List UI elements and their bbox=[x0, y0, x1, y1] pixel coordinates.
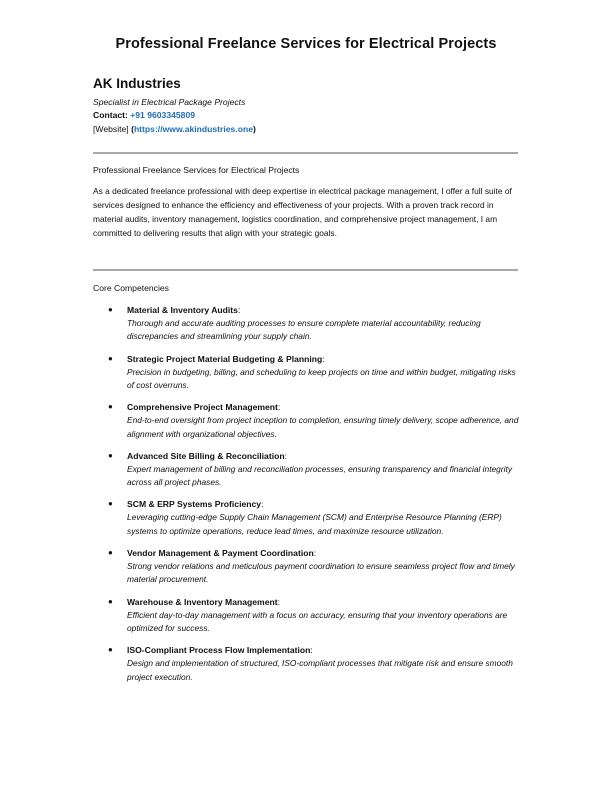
contact-line bbox=[93, 109, 195, 121]
bullet-icon: ● bbox=[108, 499, 113, 509]
competencies-list bbox=[108, 304, 518, 693]
competency-description: End-to-end oversight from project inception to completion, ensuring timely delivery, scope adherence, and alignment with organizational objectives. bbox=[127, 415, 519, 439]
competency-title: Material & Inventory Audits bbox=[127, 305, 238, 315]
competencies-heading: Core Competencies bbox=[93, 283, 169, 293]
list-item bbox=[108, 644, 518, 693]
website-link[interactable]: https://www.akindustries.one bbox=[133, 124, 253, 134]
competency-title: Advanced Site Billing & Reconciliation bbox=[127, 450, 285, 461]
competency-label: Comprehensive Project Management: bbox=[127, 402, 281, 413]
document-title: Professional Freelance Services for Electrical Projects bbox=[115, 36, 497, 52]
website-close-paren: ) bbox=[253, 124, 256, 134]
competency-title: Comprehensive Project Management bbox=[127, 402, 278, 413]
bullet-icon: ● bbox=[108, 596, 113, 606]
website-open-paren: ( bbox=[131, 124, 134, 134]
list-item bbox=[108, 450, 518, 499]
bullet-icon: ● bbox=[108, 645, 113, 655]
competency-label: Advanced Site Billing & Reconciliation: bbox=[127, 450, 287, 461]
website-line bbox=[93, 123, 256, 135]
competency-label: ISO-Compliant Process Flow Implementation: bbox=[127, 645, 313, 656]
competency-description: Expert management of billing and reconciliation processes, ensuring transparency and financial integrity across all project phases. bbox=[127, 463, 513, 488]
competency-label: Warehouse & Inventory Management: bbox=[127, 596, 280, 607]
bullet-icon: ● bbox=[108, 402, 113, 412]
competency-title: ISO-Compliant Process Flow Implementation bbox=[127, 645, 311, 656]
website-label: [Website] bbox=[93, 124, 129, 134]
bullet-icon: ● bbox=[108, 450, 113, 460]
competency-title: Strategic Project Material Budgeting & Planning bbox=[127, 353, 323, 364]
competency-description: Leveraging cutting-edge Supply Chain Management (SCM) and Enterprise Resource Planning (ERP) systems to optimize operations, reduce lead times, and maximize resource utilization. bbox=[127, 512, 502, 536]
phone-link[interactable]: +91 9603345809 bbox=[130, 110, 196, 120]
competency-label: Vendor Management & Payment Coordination: bbox=[127, 547, 317, 558]
competency-title: Warehouse & Inventory Management bbox=[127, 596, 278, 607]
intro-heading: Professional Freelance Services for Electrical Projects bbox=[93, 165, 300, 175]
competency-description: Precision in budgeting, billing, and scheduling to keep projects on time and within budget, mitigating risks of cost overruns. bbox=[127, 366, 516, 390]
competency-label: SCM & ERP Systems Proficiency: bbox=[127, 499, 264, 510]
list-item bbox=[108, 304, 518, 353]
competency-label: Strategic Project Material Budgeting & Planning: bbox=[127, 353, 325, 364]
intro-paragraph: As a dedicated freelance professional with deep expertise in electrical package management, I offer a full suite of services designed to enhance the efficiency and effectiveness of your projects. With a proven track record in material audits, inventory management, logistics coordination, and comprehensive project management, I am committed to delivering results that align with your strategic goals. bbox=[93, 186, 512, 239]
company-tagline: Specialist in Electrical Package Projects bbox=[93, 97, 246, 107]
competency-title: SCM & ERP Systems Proficiency bbox=[127, 499, 262, 510]
list-item bbox=[108, 547, 518, 596]
contact-label: Contact: bbox=[93, 110, 128, 120]
bullet-icon: ● bbox=[108, 353, 113, 363]
divider-middle bbox=[93, 269, 518, 271]
company-name: AK Industries bbox=[93, 76, 181, 91]
bullet-icon: ● bbox=[108, 547, 113, 557]
competency-description: Efficient day-to-day management with a focus on accuracy, ensuring that your inventory operations are optimized for success. bbox=[127, 609, 508, 633]
competency-label: Material & Inventory Audits: bbox=[127, 305, 241, 315]
list-item bbox=[108, 401, 518, 450]
competency-title: Vendor Management & Payment Coordination bbox=[127, 547, 314, 558]
list-item bbox=[108, 596, 518, 645]
competency-description: Strong vendor relations and meticulous payment coordination to ensure seamless project flow and timely material procurement. bbox=[127, 560, 515, 585]
competency-description: Design and implementation of structured, ISO-compliant processes that mitigate risk and ensure smooth project execution. bbox=[127, 658, 513, 682]
list-item bbox=[108, 498, 518, 547]
competency-description: Thorough and accurate auditing processes to ensure complete material accountability, reducing discrepancies and streamlining your supply chain. bbox=[127, 318, 481, 342]
bullet-icon: ● bbox=[108, 305, 113, 314]
divider-top bbox=[93, 152, 518, 154]
list-item bbox=[108, 353, 518, 402]
